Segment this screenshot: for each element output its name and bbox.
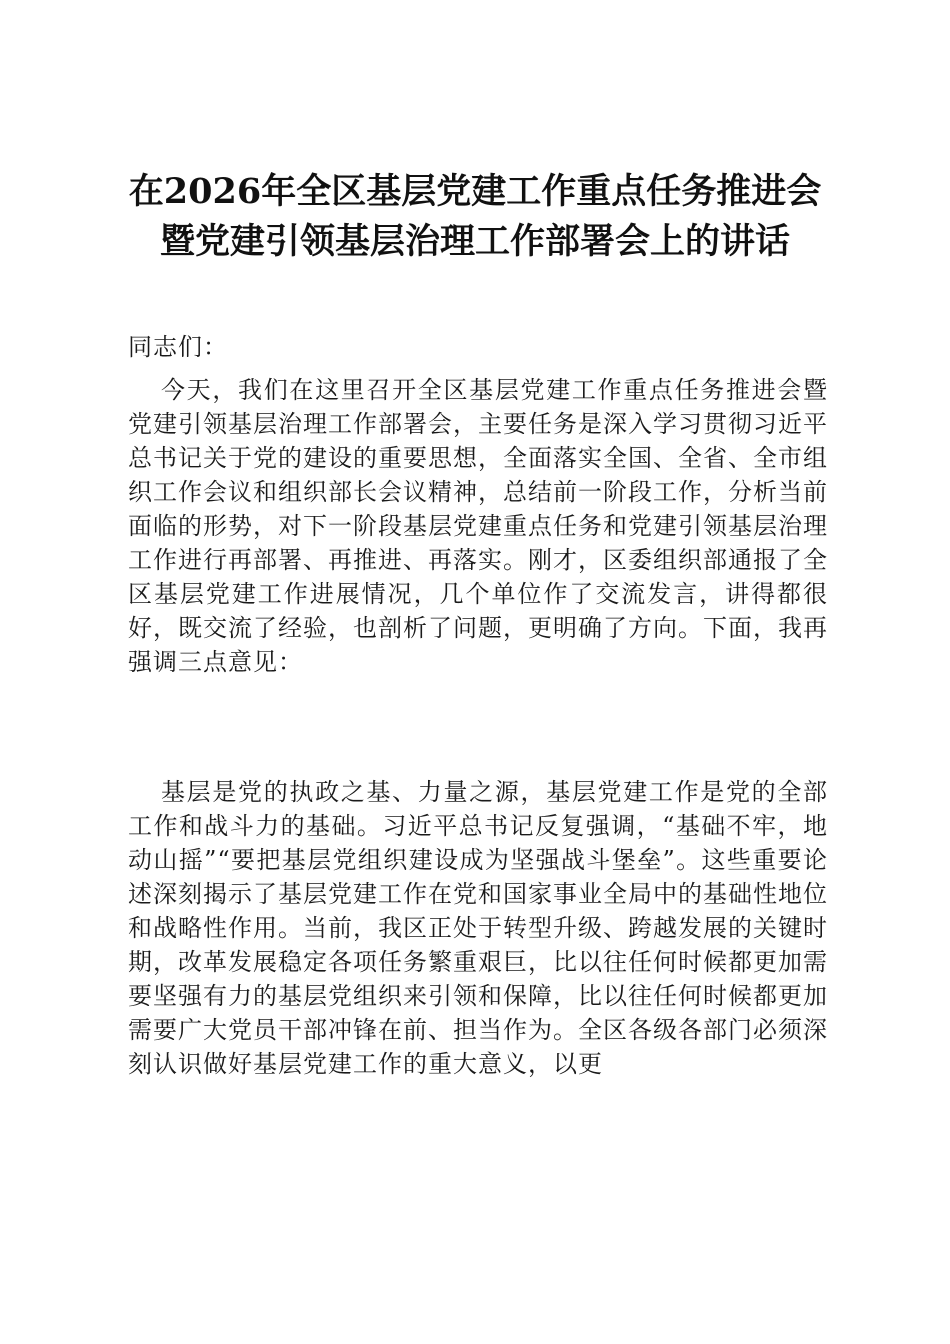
body-paragraph-1: 今天，我们在这里召开全区基层党建工作重点任务推进会暨党建引领基层治理工作部署会，主要任务是深入学习贯彻习近平总书记关于党的建设的重要思想，全面落实全国、全省、全市组织工作会议和组织部长会议精神，总结前一阶段工作，分析当前面临的形势，对下一阶段基层党建重点任务和党建引领基层治理工作进行再部署、再推进、再落实。刚才，区委组织部通报了全区基层党建工作进展情况，几个单位作了交流发言，讲得都很好，既交流了经验，也剖析了问题，更明确了方向。下面，我再强调三点意见： xyxy=(128,376,828,676)
body-paragraph-2: 基层是党的执政之基、力量之源，基层党建工作是党的全部工作和战斗力的基础。习近平总书记反复强调，“基础不牢，地动山摇”“要把基层党组织建设成为坚强战斗堡垒”。这些重要论述深刻揭示了基层党建工作在党和国家事业全局中的基础性地位和战略性作用。当前，我区正处于转型升级、跨越发展的关键时期，改革发展稳定各项任务繁重艰巨，比以往任何时候都更加需要坚强有力的基层党组织来引领和保障，比以往任何时候都更加需要广大党员干部冲锋在前、担当作为。全区各级各部门必须深刻认识做好基层党建工作的重大意义，以更 xyxy=(128,778,828,1078)
document-title-line-1: 在2026年全区基层党建工作重点任务推进会 xyxy=(128,171,822,212)
document-title-line-2: 暨党建引领基层治理工作部署会上的讲话 xyxy=(159,221,790,262)
salutation: 同志们： xyxy=(128,333,228,361)
